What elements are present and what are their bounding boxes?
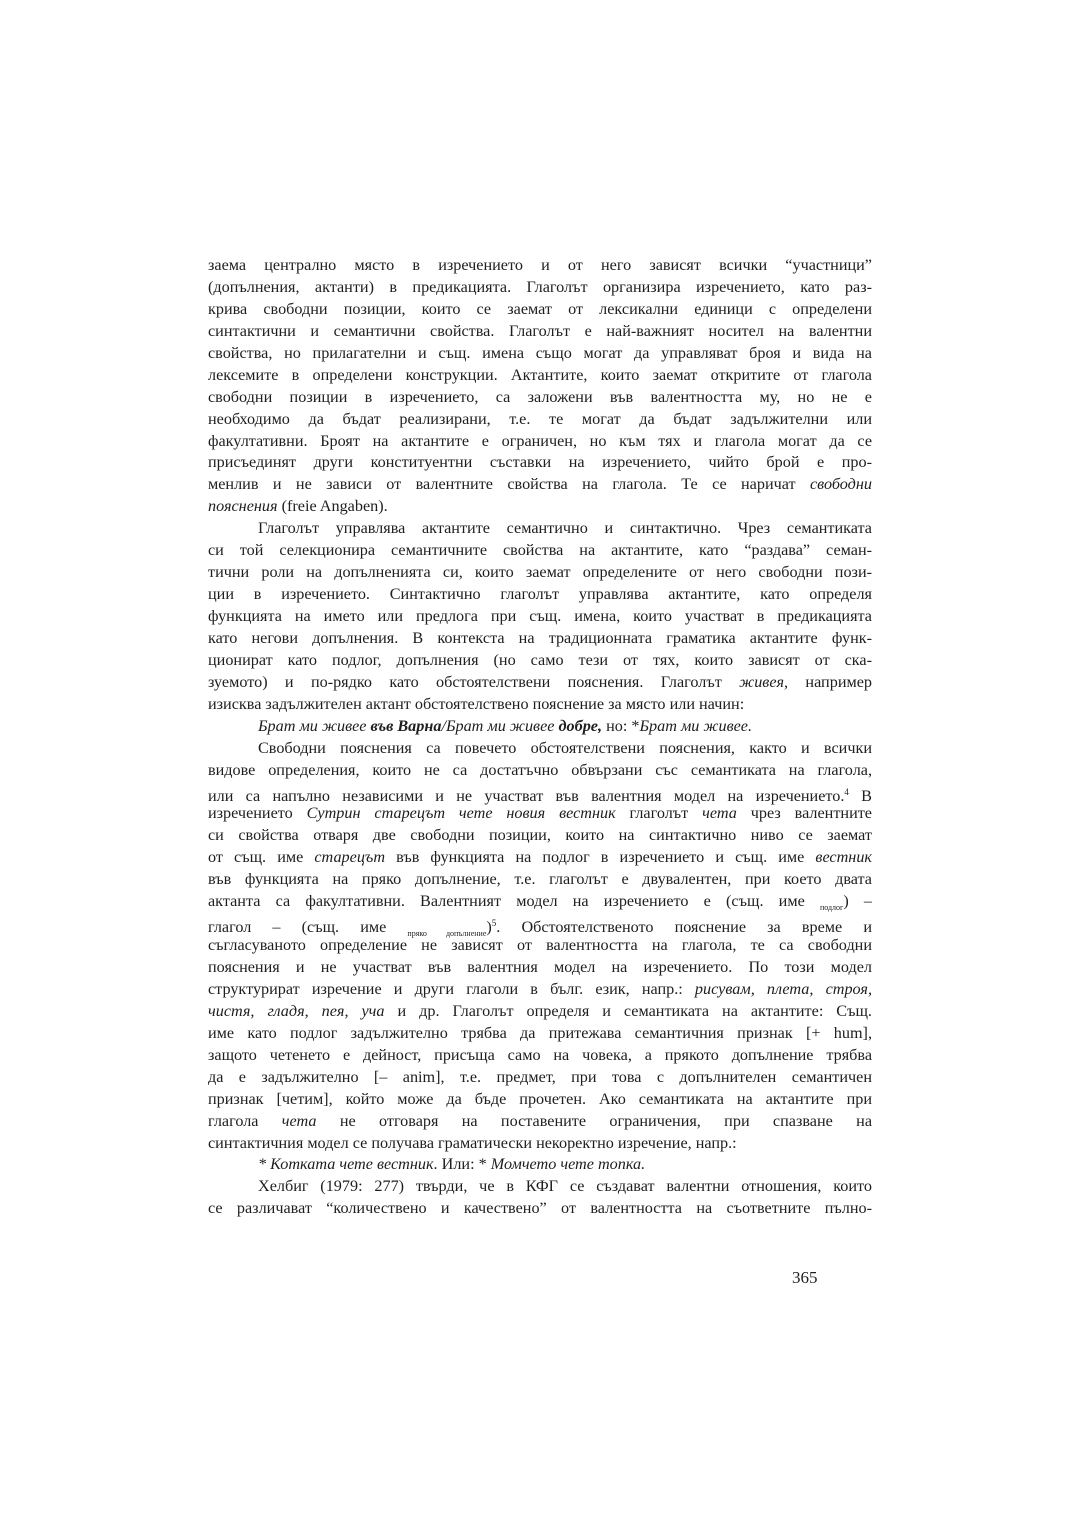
subscript: пряко допълнение bbox=[407, 929, 487, 939]
text-line: пояснения и не участват във валентния модел на изречението. По този модел bbox=[208, 958, 872, 976]
text-line: изречението Сутрин старецът чете новия вестник глаголът чета чрез валентните bbox=[208, 804, 872, 823]
text-line: чистя, гладя, пея, уча и др. Глаголът определя и семантиката на актантите: Същ. bbox=[208, 1001, 872, 1020]
text-line: факултативни. Броят на актантите е ограничен, но към тях и глагола могат да се bbox=[208, 431, 872, 450]
text-line: във функцията на пряко допълнение, т.е. глаголът е двувалентен, при което двата bbox=[208, 870, 872, 889]
text-line: съгласуваното определение не зависят от валентността на глагола, те са свободни bbox=[208, 936, 872, 955]
text-line: синтактичния модел се получава граматически некоректно изречение, напр.: bbox=[208, 1133, 737, 1152]
subscript: подлог bbox=[819, 903, 844, 913]
text-line: заема централно място в изречението и от него зависят всички “участници” bbox=[208, 256, 872, 274]
text-line: глагол – (същ. име $_{пряко допълнение}$)$^5$. Обстоятелственото пояснение за време и bbox=[208, 918, 872, 939]
text-line: свойства, но прилагателни и същ. имена също могат да управляват броя и вида на bbox=[208, 343, 872, 362]
text-line: Хелбиг (1979: 277) твърди, че в КФГ се създават валентни отношения, които bbox=[258, 1177, 872, 1196]
text-line: тични роли на допълненията си, които заемат определените от него свободни пози- bbox=[208, 563, 872, 582]
text-line: глагола чета не отговаря на поставените ограничения, при спазване на bbox=[208, 1111, 872, 1130]
text-line: или са напълно независими и не участват във валентния модел на изречението.$^4$ В bbox=[208, 786, 872, 805]
text-line: ционират като подлог, допълнения (но само тези от тях, които зависят от ска- bbox=[208, 650, 872, 669]
footnote-ref: 4 bbox=[844, 786, 849, 797]
text-line: да е задължително [– anim], т.е. предмет, при това с допълнителен семантичен bbox=[208, 1067, 872, 1086]
page-number: 365 bbox=[792, 1268, 818, 1287]
text-line: Свободни пояснения са повечето обстоятелствени пояснения, както и всички bbox=[258, 738, 872, 757]
text-line: (допълнения, актанти) в предикацията. Глаголът организира изречението, като раз- bbox=[208, 277, 872, 296]
text-line: зуемото) и по-рядко като обстоятелствени пояснения. Глаголът живея, например bbox=[208, 672, 873, 691]
text-line: синтактични и семантични свойства. Глаголът е най-важният носител на валентни bbox=[208, 321, 872, 340]
text-line: си свойства отваря две свободни позиции, които на синтактично ниво се заемат bbox=[208, 826, 872, 845]
body-text bbox=[208, 255, 872, 1220]
text-line: защото четенето е дейност, присъща само на човека, а прякото допълнение трябва bbox=[208, 1045, 872, 1064]
text-line: свободни позиции в изречението, са заложени във валентността му, но не е bbox=[208, 387, 872, 406]
text-line: необходимо да бъдат реализирани, т.е. те могат да бъдат задължителни или bbox=[208, 409, 872, 428]
text-line: изисква задължителен актант обстоятелствено пояснение за място или начин: bbox=[208, 694, 745, 713]
text-line: като негови допълнения. В контекста на традиционната граматика актантите функ- bbox=[208, 628, 872, 647]
text-line: име като подлог задължително трябва да притежава семантичния признак [+ hum], bbox=[208, 1023, 872, 1042]
text-line: актанта са факултативни. Валентният модел на изречението е (същ. име $_{подлог}$) – bbox=[208, 892, 873, 913]
text-line: функцията на името или предлога при същ. имена, които участват в предикацията bbox=[208, 607, 872, 625]
example-line: * Котката чете вестник. Или: * Момчето чете топка. bbox=[258, 1155, 646, 1174]
example-line: Брат ми живее във Варна/Брат ми живее добре, но: *Брат ми живее. bbox=[258, 716, 753, 735]
text-line: признак [четим], който може да бъде прочетен. Ако семантиката на актантите при bbox=[208, 1089, 872, 1108]
text-line: лексемите в определени конструкции. Актантите, които заемат откритите от глагола bbox=[208, 365, 872, 384]
text-line: крива свободни позиции, които се заемат от лексикални единици с определени bbox=[208, 299, 872, 318]
text-line: ции в изречението. Синтактично глаголът управлява актантите, като определя bbox=[208, 585, 872, 604]
text-line: присъединят други конституентни съставки на изречението, чийто брой е про- bbox=[208, 453, 872, 472]
footnote-ref: 5 bbox=[491, 918, 497, 929]
text-line: Глаголът управлява актантите семантично и синтактично. Чрез семантиката bbox=[258, 519, 872, 538]
text-line: менлив и не зависи от валентните свойства на глагола. Те се наричат свободни bbox=[208, 475, 872, 494]
text-line: от същ. име старецът във функцията на подлог в изречението и същ. име вестник bbox=[208, 848, 872, 867]
text-line: пояснения (freie Angaben). bbox=[208, 497, 388, 516]
text-line: структурират изречение и други глаголи в бълг. език, напр.: рисувам, плета, строя, bbox=[208, 979, 872, 998]
text-line: си той селекционира семантичните свойства на актантите, като “раздава” семан- bbox=[208, 541, 872, 560]
text-line: се различават “количествено и качествено” от валентността на съответните пълно- bbox=[208, 1199, 872, 1218]
text-line: видове определения, които не са достатъчно обвързани със семантиката на глагола, bbox=[208, 760, 872, 779]
